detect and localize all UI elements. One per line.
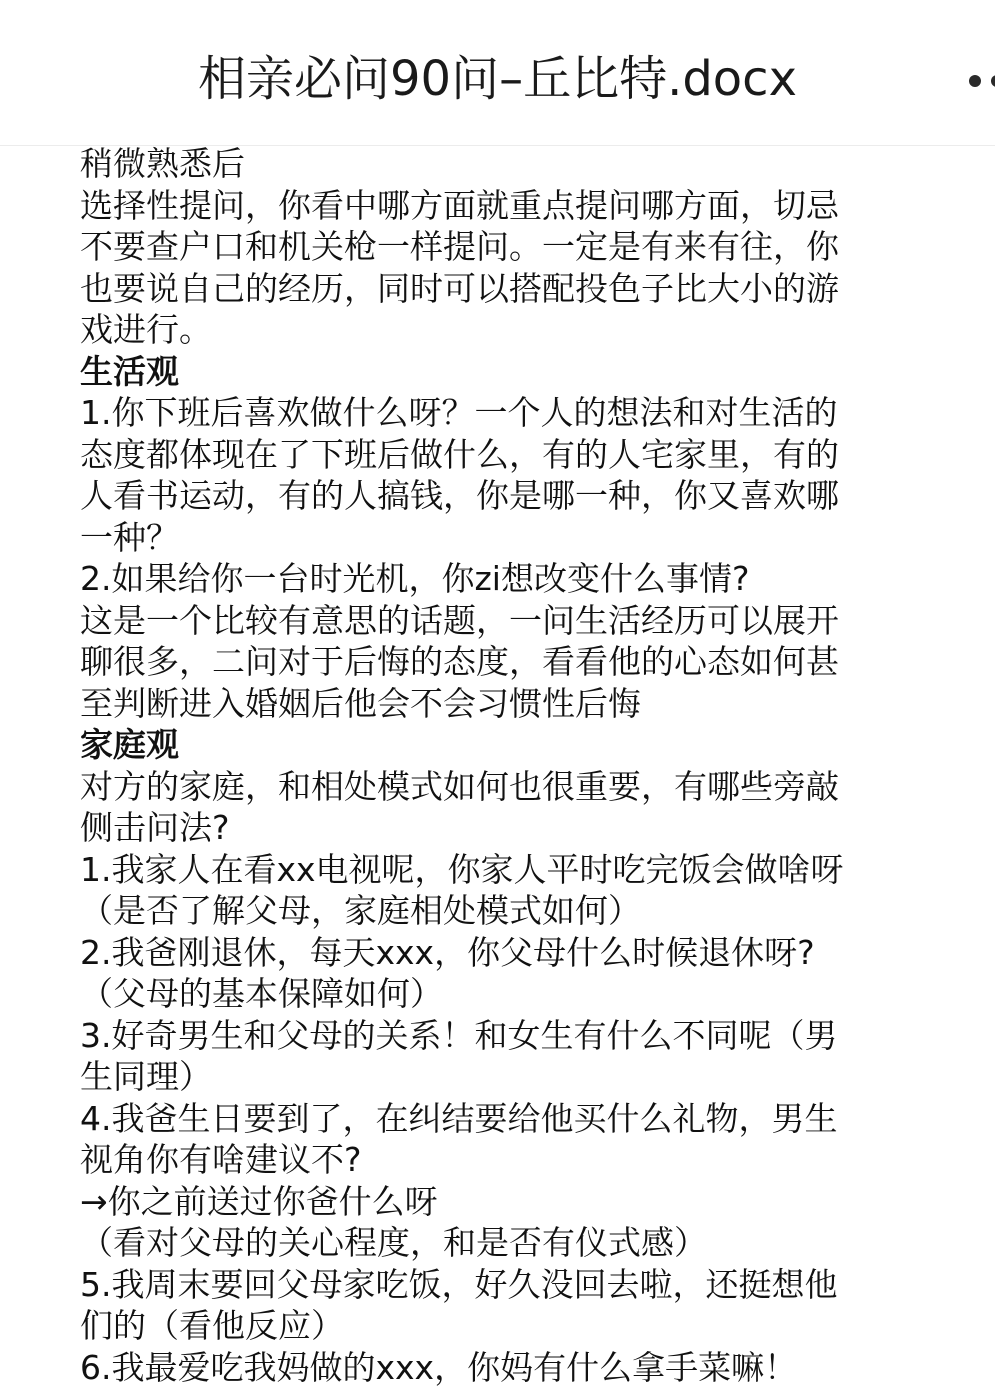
paragraph: 1.你下班后喜欢做什么呀？一个人的想法和对生活的 态度都体现在了下班后做什么，有的人宅家里，有的 人看书运动，有的人搞钱，你是哪一种，你又喜欢哪 一种？ [80, 393, 839, 557]
document-body [80, 143, 960, 1388]
paragraph: 2.如果给你一台时光机，你zi想改变什么事情? [80, 559, 750, 598]
paragraph: →你之前送过你爸什么呀 （看对父母的关心程度，和是否有仪式感） [80, 1181, 707, 1262]
more-horizontal-icon[interactable] [962, 66, 995, 96]
paragraph: 这是一个比较有意思的话题，一问生活经历可以展开 聊很多，二问对于后悔的态度，看看他的心态如何甚 至判断进入婚姻后他会不会习惯性后悔 [80, 600, 839, 723]
paragraph: 选择性提问，你看中哪方面就重点提问哪方面，切忌 不要查户口和机关枪一样提问。一定是有来有往，你 也要说自己的经历，同时可以搭配投色子比大小的游 戏进行。 [80, 185, 839, 349]
document-header [0, 0, 995, 146]
paragraph: 3.好奇男生和父母的关系！和女生有什么不同呢（男 生同理） [80, 1015, 838, 1096]
paragraph: 5.我周末要回父母家吃饭，好久没回去啦，还挺想他 们的（看他反应） [80, 1264, 838, 1345]
section-heading: 生活观 [80, 351, 179, 391]
paragraph: 1.我家人在看xx电视呢，你家人平时吃完饭会做啥呀 （是否了解父母，家庭相处模式如何） [80, 849, 844, 930]
paragraph: 4.我爸生日要到了，在纠结要给他买什么礼物，男生 视角你有啥建议不? [80, 1098, 838, 1179]
document-title: 相亲必问90问–丘比特.docx [198, 51, 797, 107]
paragraph: 6.我最爱吃我妈做的xxx，你妈有什么拿手菜嘛！ [80, 1347, 798, 1387]
section-heading: 家庭观 [80, 725, 179, 764]
paragraph: 对方的家庭，和相处模式如何也很重要，有哪些旁敲 侧击问法? [80, 766, 839, 847]
paragraph: 2.我爸刚退休，每天xxx，你父母什么时候退休呀? （父母的基本保障如何） [80, 932, 815, 1013]
paragraph: 稍微熟悉后 [80, 144, 245, 183]
